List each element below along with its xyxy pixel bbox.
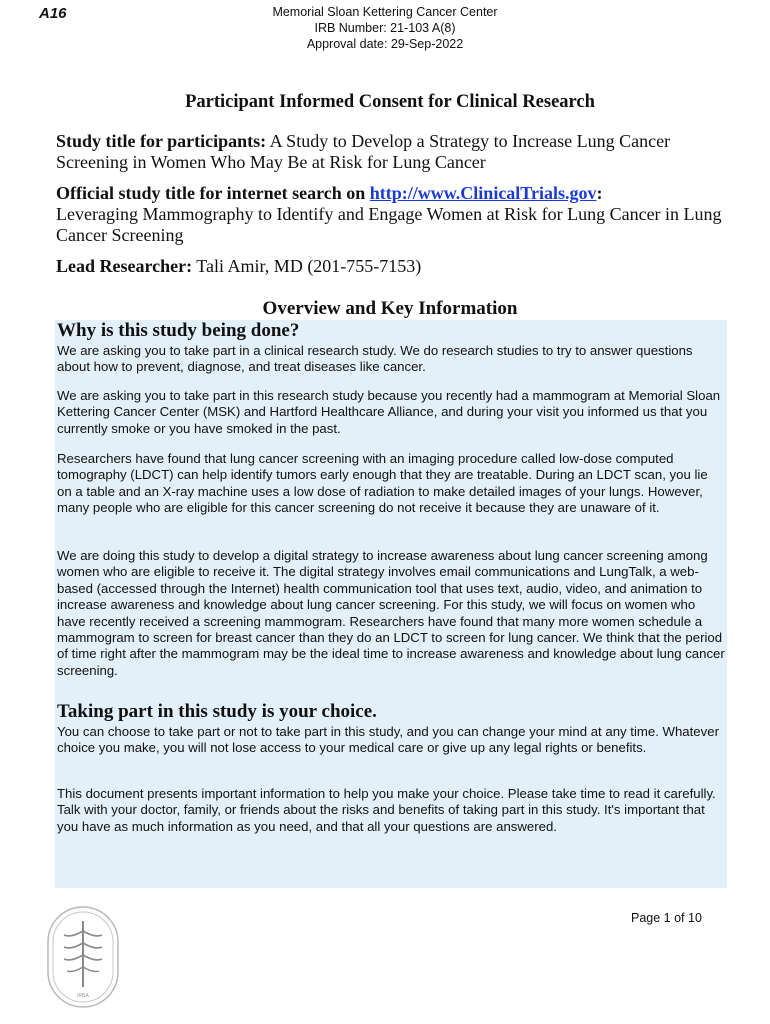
study-title-text: A Study to Develop a Strategy to Increase Lung Cancer Screening in Women Who May Be at Risk for Lung Cancer [56, 131, 671, 172]
logo-small-text: IRBA [77, 993, 89, 999]
msk-seal-logo-icon [44, 905, 122, 1009]
study-title [56, 131, 736, 173]
lead-researcher [56, 256, 736, 277]
paragraph: We are asking you to take part in a clinical research study. We do research studies to try to answer questions about how to prevent, diagnose, and treat diseases like cancer. [57, 343, 693, 375]
form-id: A16 [39, 5, 67, 22]
document-title: Participant Informed Consent for Clinical Research [185, 92, 595, 112]
official-title [56, 183, 736, 246]
clinicaltrials-link[interactable]: http://www.ClinicalTrials.gov [369, 183, 597, 203]
study-title-label: Study title for participants: [56, 131, 267, 151]
page-header [0, 4, 770, 52]
paragraph: You can choose to take part or not to take part in this study, and you can change your mind at any time. Whatever choice you make, you will not lose access to your medical care or give up any legal rights or benefits. [57, 724, 719, 756]
lead-researcher-label: Lead Researcher: [56, 256, 193, 276]
irb-number: IRB Number: 21-103 A(8) [314, 21, 456, 35]
paragraph: Researchers have found that lung cancer screening with an imaging procedure called low-dose computed tomography (LDCT) can help identify tumors early enough that they are treatable. During an LDCT scan, you lie on a table and an X-ray machine uses a low dose of radiation to make detailed images of your lungs. However, many people who are eligible for this cancer screening do not receive it because they are unaware of it. [57, 451, 708, 516]
page-number: Page 1 of 10 [631, 911, 702, 925]
approval-date: Approval date: 29-Sep-2022 [306, 37, 464, 51]
official-title-colon: : [596, 183, 603, 203]
official-title-text: Leveraging Mammography to Identify and Engage Women at Risk for Lung Cancer in Lung Cancer Screening [56, 204, 722, 245]
section-heading-choice: Taking part in this study is your choice. [57, 701, 377, 722]
institution-name: Memorial Sloan Kettering Cancer Center [272, 5, 498, 19]
paragraph: We are asking you to take part in this research study because you recently had a mammogram at Memorial Sloan Kettering Cancer Center (MSK) and Hartford Healthcare Alliance, and during your visit you informed us that you currently smoke or you have smoked in the past. [57, 388, 721, 436]
section-heading-why: Why is this study being done? [57, 320, 300, 341]
overview-heading: Overview and Key Information [262, 298, 518, 319]
paragraph: This document presents important information to help you make your choice. Please take time to read it carefully. Talk with your doctor, family, or friends about the risks and benefits of taking part in this study. It's important that you have as much information as you need, and that all your questions are answered. [57, 786, 716, 834]
official-title-label: Official study title for internet search on [56, 183, 370, 203]
lead-researcher-text: Tali Amir, MD (201-755-7153) [192, 256, 422, 276]
paragraph: We are doing this study to develop a digital strategy to increase awareness about lung cancer screening among women who are eligible to receive it. The digital strategy involves email communications and LungTalk, a web-based (accessed through the Internet) health communication tool that uses text, audio, video, and animation to increase awareness and knowledge about lung cancer screening. For this study, we will focus on women who have recently received a screening mammogram. Researchers have found that many more women schedule a mammogram to screen for breast cancer than they do an LDCT to screen for lung cancer. We think that the period of time right after the mammogram may be the ideal time to increase awareness and knowledge about lung cancer screening. [57, 548, 725, 678]
